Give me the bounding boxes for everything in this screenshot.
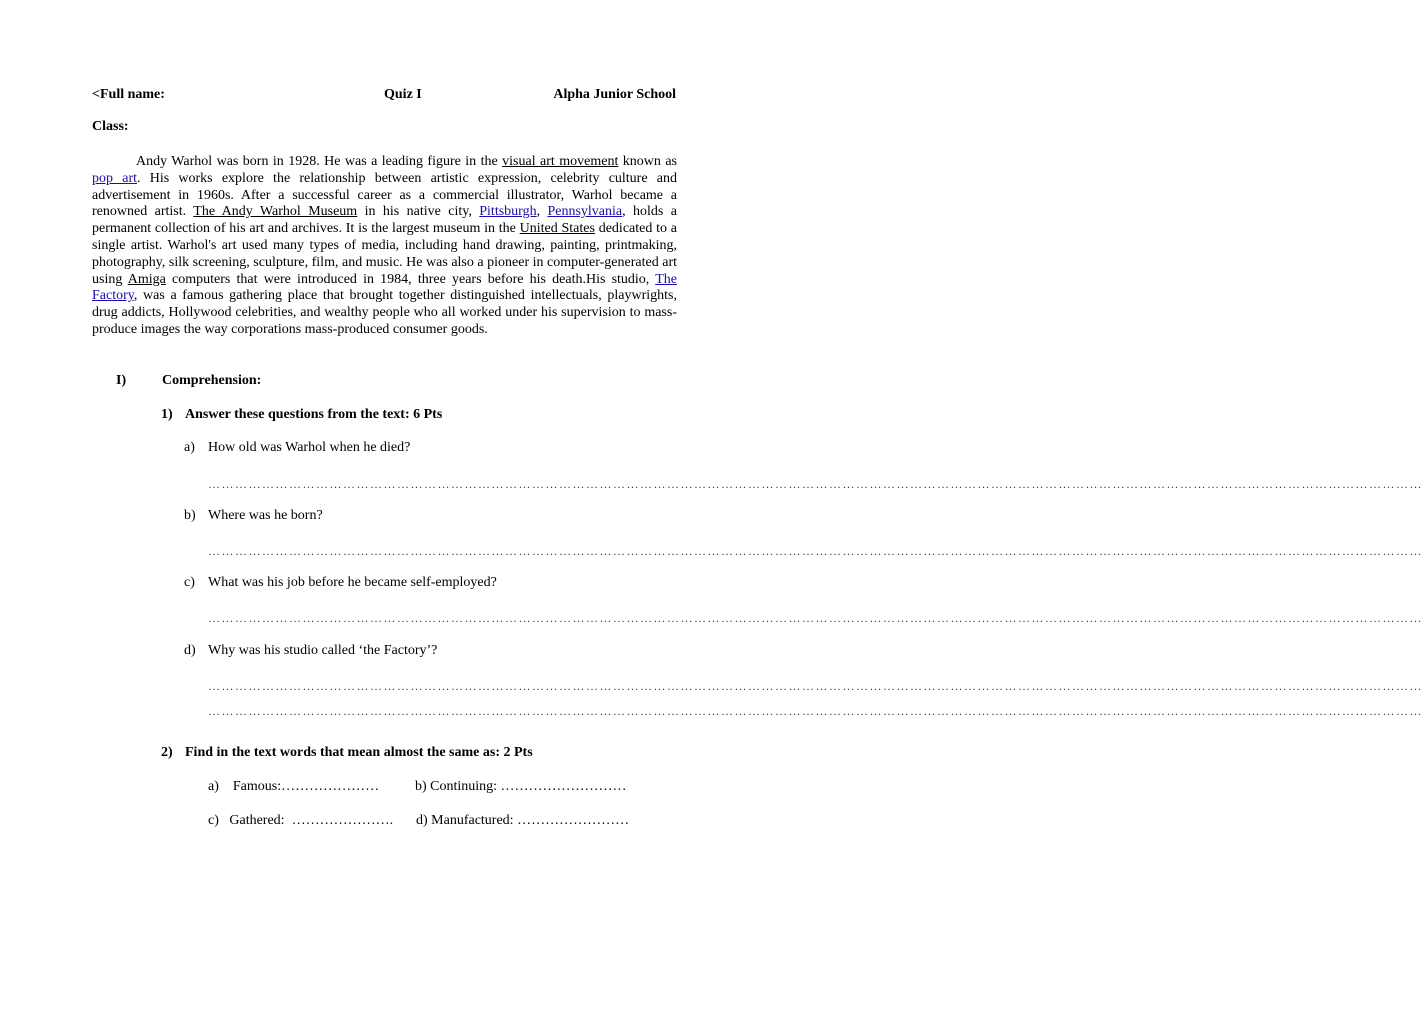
- question-item-d: [184, 643, 437, 659]
- question-1-heading: [161, 407, 442, 423]
- item-text: How old was Warhol when he died?: [208, 440, 411, 455]
- answer-line-d2[interactable]: ………………………………………………………………………………………………………………………………………………………………………………………………………………………………………………: [208, 704, 1423, 718]
- answer-line-a[interactable]: ………………………………………………………………………………………………………………………………………………………………………………………………………………………………………………: [208, 477, 1423, 491]
- passage-text: ,: [536, 204, 548, 220]
- item-text: Where was he born?: [208, 508, 323, 523]
- question-number: 1): [161, 407, 173, 422]
- question-2-heading: [161, 745, 533, 761]
- synonym-gathered[interactable]: c) Gathered: ………………….: [208, 813, 394, 828]
- item-text: What was his job before he became self-employed?: [208, 575, 497, 590]
- passage-text: in his native city,: [357, 204, 480, 220]
- answer-line-b[interactable]: ………………………………………………………………………………………………………………………………………………………………………………………………………………………………………………: [208, 544, 1423, 558]
- passage-text: computers that were introduced in 1984, three years before his death.His studio,: [165, 271, 656, 287]
- section-title: Comprehension:: [162, 373, 262, 388]
- link-pittsburgh[interactable]: Pittsburgh: [479, 204, 537, 220]
- link-the-factory[interactable]: The Factory: [92, 271, 677, 304]
- quiz-title: Quiz I: [384, 87, 422, 102]
- question-item-c: [184, 575, 497, 591]
- passage-text: , holds a permanent collection of his art and archives. It is the largest museum in the: [92, 204, 677, 237]
- reading-passage: [92, 154, 677, 339]
- answer-line-c[interactable]: ………………………………………………………………………………………………………………………………………………………………………………………………………………………………………………: [208, 611, 1423, 625]
- link-amiga[interactable]: Amiga: [127, 271, 166, 287]
- class-label: Class:: [92, 119, 129, 134]
- item-label: b): [184, 508, 196, 523]
- passage-text: known as: [618, 154, 677, 169]
- section-number: I): [116, 373, 127, 388]
- passage-text: Andy Warhol was born in 1928. He was a leading figure in the: [136, 154, 503, 169]
- link-pennsylvania[interactable]: Pennsylvania: [547, 204, 623, 220]
- item-text: Why was his studio called ‘the Factory’?: [208, 643, 438, 658]
- item-label: a): [184, 440, 195, 455]
- question-title: Find in the text words that mean almost the same as: 2 Pts: [185, 745, 533, 760]
- item-label: c): [184, 575, 195, 590]
- full-name-label: <Full name:: [92, 87, 165, 102]
- question-item-a: [184, 440, 410, 456]
- question-item-b: [184, 508, 323, 524]
- synonym-manufactured[interactable]: d) Manufactured: ……………………: [416, 813, 630, 828]
- item-label: d): [184, 643, 196, 658]
- synonym-famous[interactable]: a) Famous:…………………: [208, 779, 380, 794]
- passage-text: dedicated to a single artist. Warhol's art used many types of media, including hand drawing, painting, printmaking, photography, silk screening, sculpture, film, and music. He was also a pioneer in computer-generated art using: [92, 221, 677, 287]
- school-name: Alpha Junior School: [553, 87, 676, 102]
- link-andy-warhol-museum[interactable]: The Andy Warhol Museum: [193, 204, 358, 220]
- answer-line-d1[interactable]: ………………………………………………………………………………………………………………………………………………………………………………………………………………………………………………: [208, 679, 1423, 693]
- question-number: 2): [161, 745, 173, 760]
- quiz-header: [92, 87, 676, 105]
- link-united-states[interactable]: United States: [519, 221, 595, 237]
- synonym-continuing[interactable]: b) Continuing: ………………………: [415, 779, 627, 794]
- passage-text: . His works explore the relationship between artistic expression, celebrity culture and advertisement in 1960s. After a successful career as a commercial illustrator, Warhol became a renowned artist.: [92, 170, 677, 220]
- passage-text: , was a famous gathering place that brought together distinguished intellectuals, playwrights, drug addicts, Hollywood celebrities, and wealthy people who all worked under his supervision to mass-produce images the way corporations mass-produced consumer goods.: [92, 288, 677, 337]
- link-visual-art-movement[interactable]: visual art movement: [502, 154, 619, 169]
- question-title: Answer these questions from the text: 6 Pts: [185, 407, 443, 422]
- section-comprehension: [116, 373, 261, 389]
- link-pop-art[interactable]: pop art: [92, 170, 137, 186]
